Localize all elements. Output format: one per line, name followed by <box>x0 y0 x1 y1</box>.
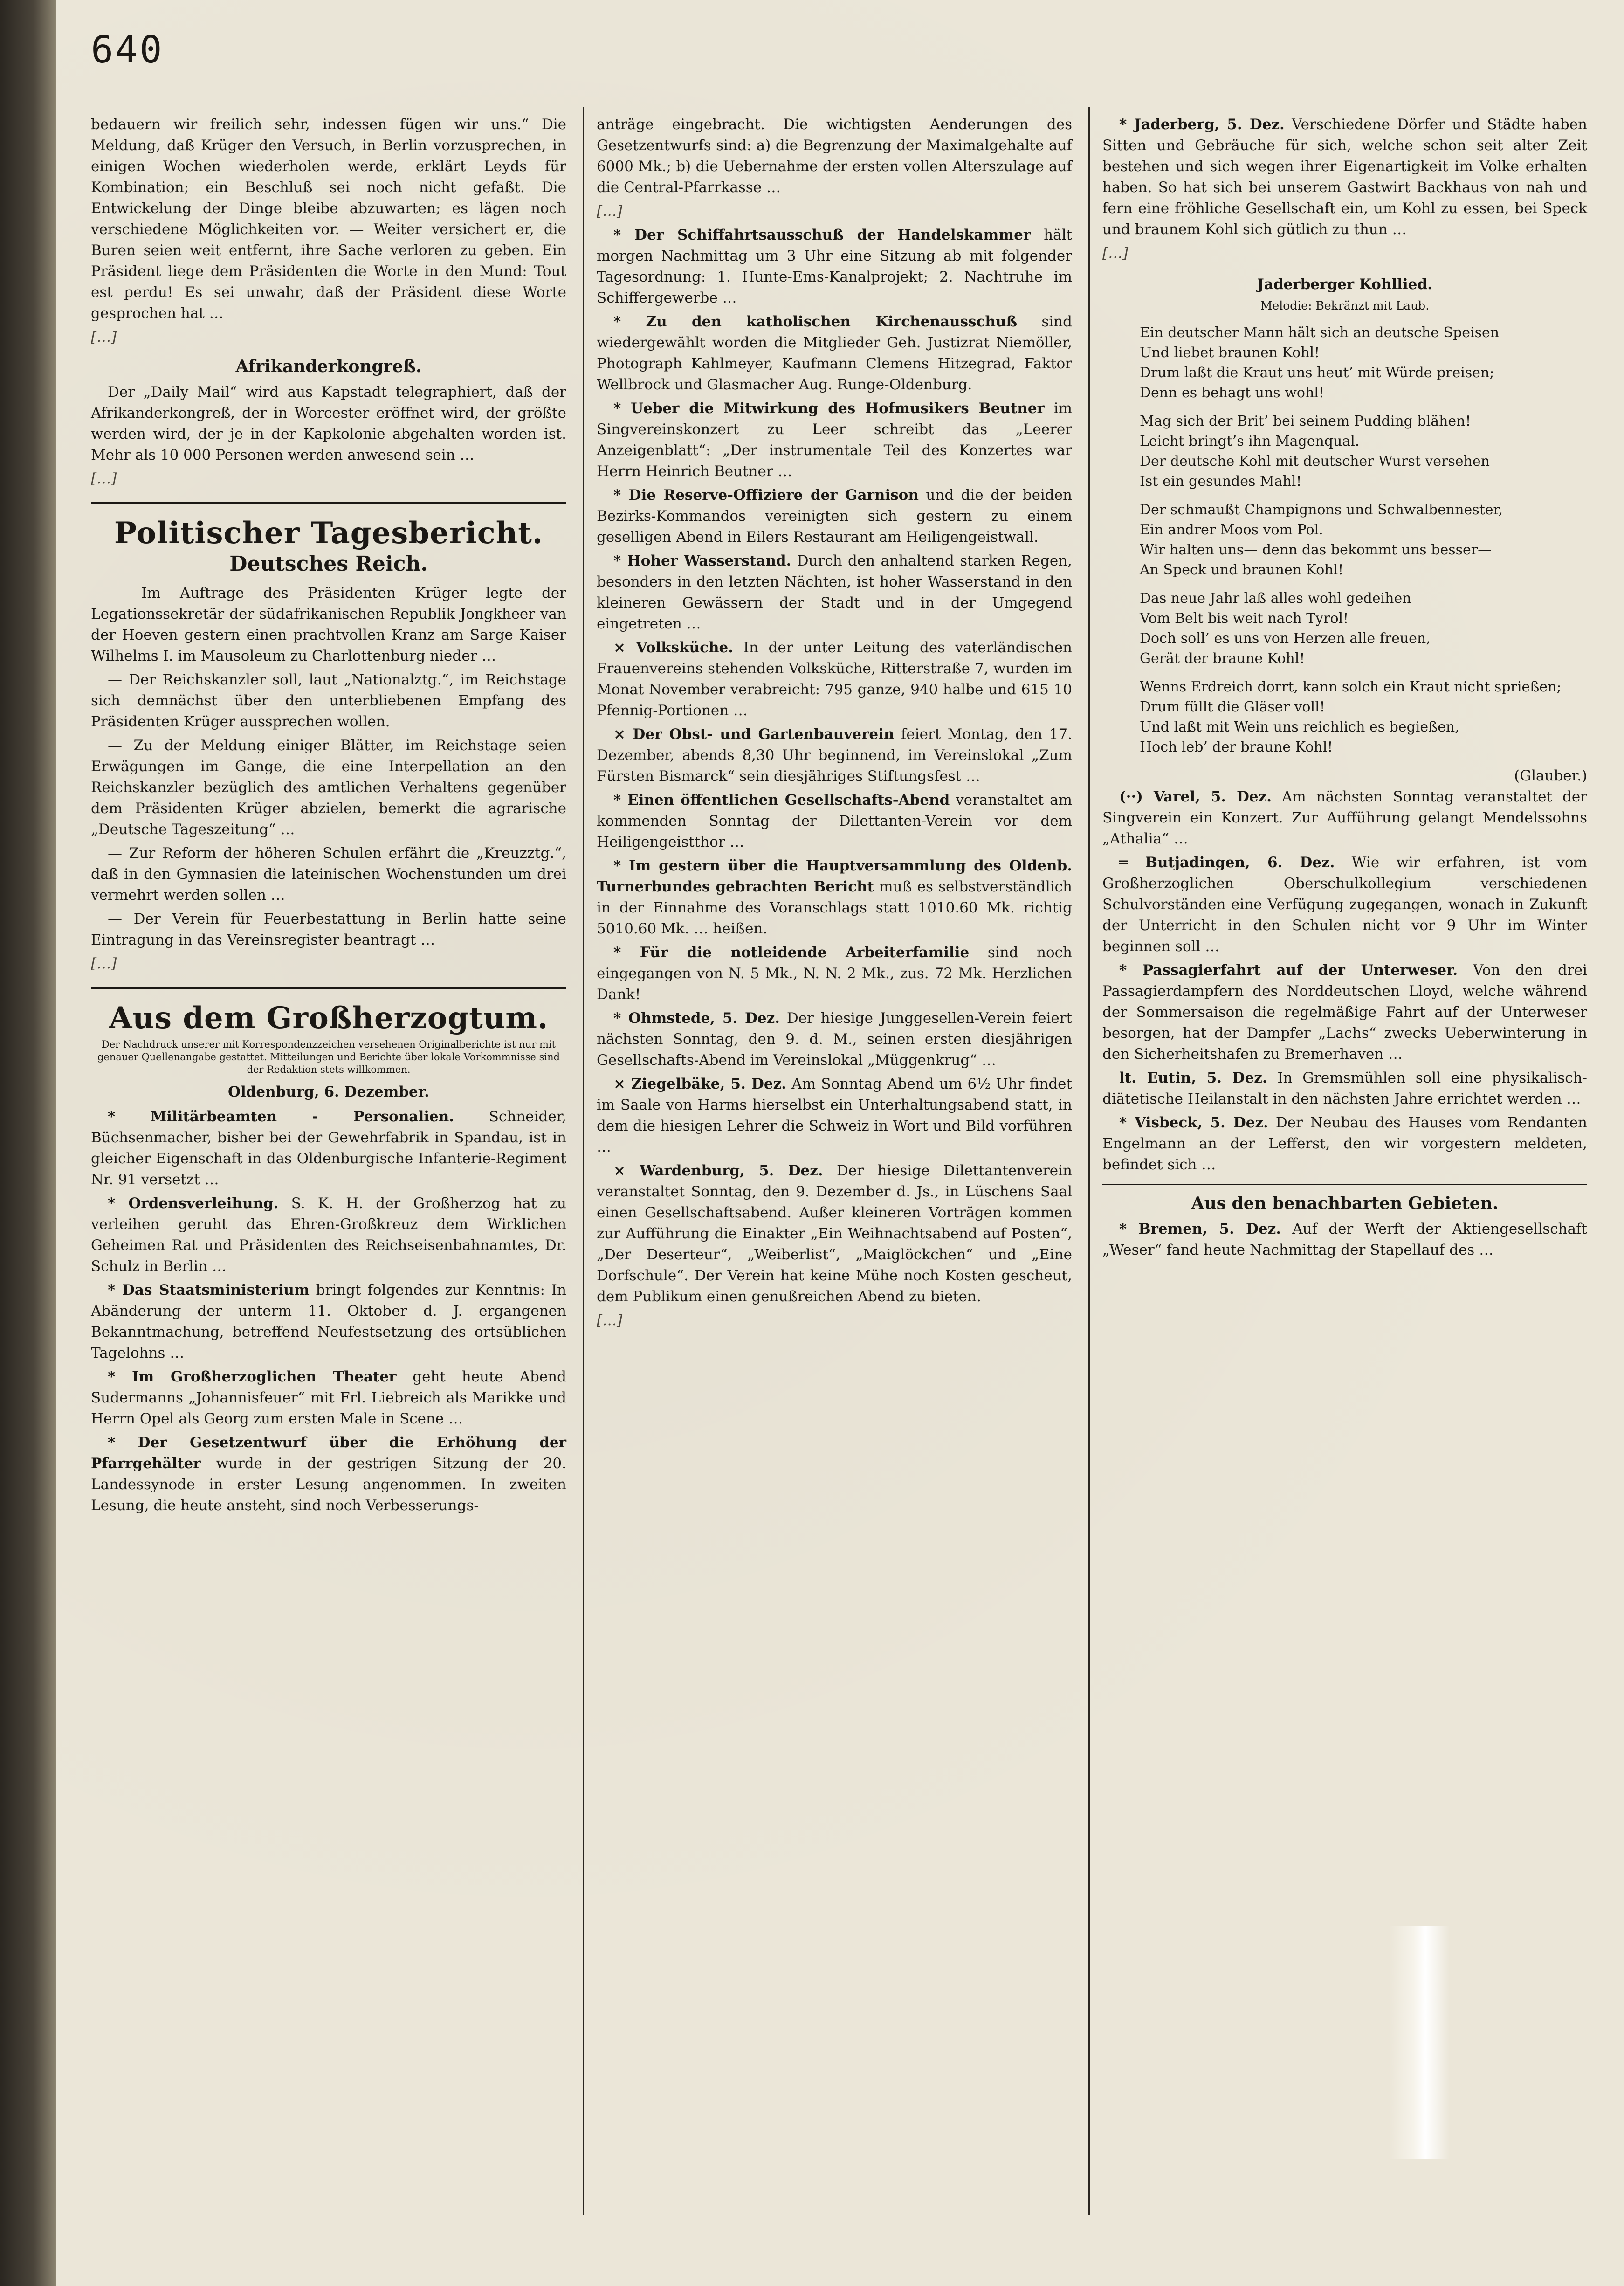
poem-line: Das neue Jahr laß alles wohl gedeihen <box>1140 590 1411 607</box>
paper-tear <box>1389 1926 1450 2159</box>
article-text: — Der Reichskanzler soll, laut „Nationalztg.“, im Reichstage sich demnächst über den unterbliebenen Empfang des Präsidenten Krüger aussprechen wollen. <box>91 671 566 730</box>
continuation-marker: […] <box>597 1312 623 1329</box>
poem-line: An Speck und braunen Kohl! <box>1140 562 1344 578</box>
item-text: In der unter Leitung des vaterländischen Frauenvereins stehenden Volksküche, Ritterstraße 7, wurden im Monat November verabreicht: 795 ganze, 940 halbe und 615 10 Pfennig-Portionen … <box>597 639 1073 719</box>
column-1 <box>91 114 566 1519</box>
item-text: S. K. H. der Großherzog hat zu verleihen geruht das Ehren-Großkreuz dem Wirklichen Geheimen Rat und Präsidenten des Reichseisenbahnamtes, Dr. Schulz in Berlin … <box>91 1195 566 1275</box>
poem-line: Doch soll’ es uns von Herzen alle freuen, <box>1140 630 1431 647</box>
item-kicker: * Das Staatsministerium <box>108 1282 310 1298</box>
item-text: Durch den anhaltend starken Regen, besonders in den letzten Nächten, ist hoher Wasserstand in den kleineren Gewässern der Stadt und in der Umgegend eingetreten … <box>597 553 1073 632</box>
column-3 <box>1102 114 1587 1264</box>
item-kicker: * Jaderberg, 5. Dez. <box>1119 116 1285 133</box>
item-kicker: * Militärbeamten - Personalien. <box>108 1108 454 1125</box>
poem <box>1140 323 1587 757</box>
poem-line: Gerät der braune Kohl! <box>1140 650 1305 667</box>
item-text: im Singvereinskonzert zu Leer schreibt das „Leerer Anzeigenblatt“: „Der instrumentale Teil des Konzertes war Herrn Heinrich Beutner … <box>597 400 1072 480</box>
item-text: Der hiesige Junggesellen-Verein feiert nächsten Sonntag, den 9. d. M., seinen ersten diesjährigen Gesellschafts-Abend im Vereinslokal „Müggenkrug“ … <box>597 1010 1072 1069</box>
item-kicker: * Einen öffentlichen Gesellschafts-Abend <box>613 792 950 808</box>
section-divider <box>91 502 566 504</box>
item-kicker: lt. Eutin, 5. Dez. <box>1119 1070 1267 1086</box>
item-text: hält morgen Nachmittag um 3 Uhr eine Sitzung ab mit folgender Tagesordnung: 1. Hunte-Ems-Kanalprojekt; 2. Nachtruhe im Schiffergewerbe … <box>597 227 1072 306</box>
item-text: Auf der Werft der Aktiengesellschaft „Weser“ fand heute Nachmittag der Stapellauf des … <box>1102 1221 1587 1258</box>
item-text: Wie wir erfahren, ist vom Großherzoglichen Oberschulkollegium verschiedenen Schulvorständen eine Verfügung zugegangen, wonach in Zukunft der Unterricht in den Schulen nicht vor 9 Uhr im Winter beginnen soll … <box>1102 854 1588 955</box>
poem-line: Der deutsche Kohl mit deutscher Wurst versehen <box>1140 453 1490 470</box>
item-kicker: * Im Großherzoglichen Theater <box>108 1368 397 1385</box>
poem-line: Ein andrer Moos vom Pol. <box>1140 522 1323 538</box>
book-binding-edge <box>0 0 56 2286</box>
item-kicker: × Volksküche. <box>613 639 734 656</box>
item-text: feiert Montag, den 17. Dezember, abends 8,30 Uhr beginnend, im Vereinslokal „Zum Fürsten Bismarck“ sein diesjähriges Stiftungsfest … <box>597 726 1072 785</box>
item-kicker: * Der Gesetzentwurf über die Erhöhung der Pfarrgehälter <box>91 1434 566 1472</box>
continuation-marker: […] <box>91 329 117 345</box>
item-kicker: * Hoher Wasserstand. <box>613 553 791 569</box>
item-text: sind wiedergewählt worden die Mitglieder Geh. Justizrat Niemöller, Photograph Kahlmeyer, Kaufmann Clemens Hitzegrad, Faktor Wellbrock und Glasmacher Aug. Runge-Oldenburg. <box>597 313 1072 393</box>
continuation-marker: […] <box>91 470 117 487</box>
item-text: bringt folgendes zur Kenntnis: In Abänderung der unterm 11. Oktober d. J. ergangenen Bekanntmachung, betreffend Neufestsetzung des ortsüblichen Tagelohns … <box>91 1282 566 1361</box>
poem-line: Wir halten uns— denn das bekommt uns besser— <box>1140 542 1492 558</box>
item-text: wurde in der gestrigen Sitzung der 20. Landessynode in erster Lesung angenommen. In zweiten Lesung, die heute ansteht, sind noch Verbesserungs- <box>91 1455 566 1514</box>
item-text: sind noch eingegangen von N. 5 Mk., N. N. 2 Mk., zus. 72 Mk. Herzlichen Dank! <box>597 944 1072 1003</box>
poem-line: Der schmaußt Champignons und Schwalbennester, <box>1140 502 1503 518</box>
item-text: veranstaltet am kommenden Sonntag der Dilettanten-Verein vor dem Heiligengeistthor … <box>597 792 1072 850</box>
item-kicker: * Passagierfahrt auf der Unterweser. <box>1119 962 1458 979</box>
item-text: Am nächsten Sonntag veranstaltet der Singverein ein Konzert. Zur Aufführung gelangt Mendelssohns „Athalia“ … <box>1102 788 1587 847</box>
item-text: Am Sonntag Abend um 6½ Uhr findet im Saale von Harms hierselbst ein Unterhaltungsabend statt, in dem die hiesigen Lehrer die Schweiz in Wort und Bild vorführen … <box>597 1076 1072 1155</box>
poem-line: Ein deutscher Mann hält sich an deutsche Speisen <box>1140 325 1500 341</box>
poem-line: Denn es behagt uns wohl! <box>1140 385 1324 401</box>
continuation-marker: […] <box>91 955 117 972</box>
poem-stanza <box>1140 411 1587 491</box>
article-text: — Im Auftrage des Präsidenten Krüger legte der Legationssekretär der südafrikanischen Republik Jongkheer van der Hoeven gestern einen prachtvollen Kranz am Sarge Kaiser Wilhelms I. im Mausoleum zu Charlottenburg nieder … <box>91 585 566 664</box>
item-kicker: (··) Varel, 5. Dez. <box>1119 788 1272 805</box>
item-kicker: ═ Butjadingen, 6. Dez. <box>1119 854 1335 871</box>
item-kicker: × Wardenburg, 5. Dez. <box>613 1162 823 1179</box>
article-text: — Zur Reform der höheren Schulen erfährt die „Kreuzztg.“, daß in den Gymnasien die lateinischen Wochenstunden um drei vermehrt werden sollen … <box>91 845 566 904</box>
item-text: und die der beiden Bezirks-Kommandos vereinigten sich gestern zu einem geselligen Abend in Eilers Restaurant am Heiligengeistwall. <box>597 487 1072 546</box>
column-rule <box>583 107 584 2215</box>
item-text: Von den drei Passagierdampfern des Norddeutschen Lloyd, welche während der Sommersaison die regelmäßige Fahrt auf der Unterweser besorgen, hat der Dampfer „Lachs“ zwecks Ueberwinterung in den Sicherheitshafen zu Bremerhaven … <box>1102 962 1588 1063</box>
reprint-notice: Der Nachdruck unserer mit Korrespondenzzeichen versehenen Originalberichte ist nur mit genauer Quellenangabe gestattet. Mitteilungen und Berichte über lokale Vorkommnisse sind der Redaktion stets willkommen. <box>97 1039 560 1075</box>
poem-melody: Melodie: Bekränzt mit Laub. <box>1260 299 1430 312</box>
continuation-marker: […] <box>597 203 623 220</box>
section-heading: Aus den benachbarten Gebieten. <box>1191 1194 1499 1213</box>
article-text: — Der Verein für Feuerbestattung in Berlin hatte seine Eintragung in das Vereinsregister beantragt … <box>91 911 566 948</box>
continuation-marker: […] <box>1102 245 1129 262</box>
item-kicker: * Der Schiffahrtsausschuß der Handelskammer <box>613 227 1031 243</box>
article-text: — Zu der Meldung einiger Blätter, im Reichstage seien Erwägungen im Gange, die eine Interpellation an den Reichskanzler bezüglich des amtlichen Verhaltens gegenüber dem Präsidenten Krüger abzielen, bemerkt die agrarische „Deutsche Tageszeitung“ … <box>91 737 566 838</box>
article-text: Der „Daily Mail“ wird aus Kapstadt telegraphiert, daß der Afrikanderkongreß, der in Worcester eröffnet wird, der größte werden wird, der je in der Kapkolonie abgehalten worden ist. Mehr als 10 000 Personen werden anwesend sein … <box>91 384 566 463</box>
item-kicker: * Ohmstede, 5. Dez. <box>613 1010 780 1027</box>
poem-line: Drum füllt die Gläser voll! <box>1140 699 1325 715</box>
item-kicker: * Ordensverleihung. <box>108 1195 279 1212</box>
item-text: Verschiedene Dörfer und Städte haben Sitten und Gebräuche für sich, welche schon seit alter Zeit bestehen und sich wegen ihrer Eigenartigkeit im Volke erhalten haben. So hat sich bei unserem Gastwirt Backhaus von nah und fern eine fröhliche Gesellschaft ein, um Kohl zu essen, bei Speck und braunem Kohl sich gütlich zu thun … <box>1102 116 1588 238</box>
newspaper-sheet <box>56 0 1624 2286</box>
item-kicker: * Im gestern über die Hauptversammlung des Oldenb. Turnerbundes gebrachten Bericht <box>597 857 1072 895</box>
item-kicker: * Ueber die Mitwirkung des Hofmusikers Beutner <box>613 400 1045 417</box>
item-kicker: × Der Obst- und Gartenbauverein <box>613 726 895 743</box>
poem-line: Mag sich der Brit’ bei seinem Pudding blähen! <box>1140 413 1471 429</box>
poem-stanza <box>1140 677 1587 757</box>
article-continuation: bedauern wir freilich sehr, indessen fügen wir uns.“ Die Meldung, daß Krüger den Versuch, in Berlin vorzusprechen, in einigen Wochen wiederholen werde, erklärt Leyds für Kombination; ein Beschluß sei noch nicht gefaßt. Die Entwickelung der Dinge bleibe abzuwarten; es lägen noch verschiedene Möglichkeiten vor. — Weiter versichert er, die Buren seien weit entfernt, ihre Sache verloren zu geben. Ein Präsident liege dem Präsidenten die Worte in den Mund: Tout est perdu! Es sei unwahr, daß der Präsident diese Worte gesprochen hat … <box>91 116 566 322</box>
item-kicker: * Für die notleidende Arbeiterfamilie <box>613 944 970 961</box>
column-rule <box>1088 107 1090 2215</box>
poem-stanza <box>1140 500 1587 580</box>
item-text: muß es selbstverständlich in der Einnahme des Voranschlags statt 1010.60 Mk. richtig 5010.60 Mk. … heißen. <box>597 878 1073 937</box>
section-divider <box>1102 1184 1587 1185</box>
item-text: In Gremsmühlen soll eine physikalisch-diätetische Heilanstalt in den nächsten Jahre errichtet werden … <box>1102 1070 1587 1107</box>
item-text: geht heute Abend Sudermanns „Johannisfeuer“ mit Frl. Liebreich als Marikke und Herrn Opel als Georg zum ersten Male in Scene … <box>91 1368 566 1427</box>
poem-title: Jaderberger Kohllied. <box>1257 276 1432 293</box>
item-kicker: * Visbeck, 5. Dez. <box>1119 1114 1268 1131</box>
section-heading: Politischer Tagesbericht. <box>114 516 544 551</box>
section-heading: Afrikanderkongreß. <box>235 357 422 376</box>
item-text: Der hiesige Dilettantenverein veranstaltet Sonntag, den 9. Dezember d. Js., in Lüschens Saal einen Gesellschaftsabend. Außer kleineren Vorträgen kommen zur Aufführung die Einakter „Ein Weihnachtsabend auf Posten“, „Der Deserteur“, „Weiberlist“, „Maiglöckchen“ und „Eine Dorfschule“. Der Verein hat keine Mühe noch Kosten gescheut, dem Publikum einen genußreichen Abend zu bieten. <box>597 1162 1072 1305</box>
section-heading: Aus dem Großherzogtum. <box>109 1001 549 1036</box>
item-text: Schneider, Büchsenmacher, bisher bei der Gewehrfabrik in Spandau, ist in gleicher Eigenschaft in das Oldenburgische Infanterie-Regiment Nr. 91 versetzt … <box>91 1108 566 1188</box>
poem-line: Hoch leb’ der braune Kohl! <box>1140 739 1333 755</box>
section-divider <box>91 987 566 989</box>
section-subheading: Deutsches Reich. <box>229 552 428 576</box>
poem-line: Vom Belt bis weit nach Tyrol! <box>1140 610 1349 627</box>
page-number: 640 <box>91 28 164 71</box>
poem-line: Drum laßt die Kraut uns heut’ mit Würde preisen; <box>1140 365 1494 381</box>
item-kicker: × Ziegelbäke, 5. Dez. <box>613 1076 787 1092</box>
poem-stanza <box>1140 323 1587 403</box>
dateline: Oldenburg, 6. Dezember. <box>227 1084 430 1100</box>
poem-line: Ist ein gesundes Mahl! <box>1140 473 1302 490</box>
poem-line: Wenns Erdreich dorrt, kann solch ein Kraut nicht sprießen; <box>1140 679 1562 695</box>
poem-stanza <box>1140 588 1587 669</box>
poem-credit: (Glauber.) <box>1514 767 1587 784</box>
item-kicker: * Bremen, 5. Dez. <box>1119 1221 1281 1237</box>
poem-line: Leicht bringt’s ihn Magenqual. <box>1140 433 1360 449</box>
item-kicker: * Zu den katholischen Kirchenausschuß <box>613 313 1017 330</box>
poem-line: Und laßt mit Wein uns reichlich es begießen, <box>1140 719 1459 735</box>
column-2 <box>597 114 1072 1334</box>
item-text: Der Neubau des Hauses vom Rendanten Engelmann an der Lefferst, den wir vorgestern meldeten, befindet sich … <box>1102 1114 1587 1173</box>
article-continuation: anträge eingebracht. Die wichtigsten Aenderungen des Gesetzentwurfs sind: a) die Begrenzung der Maximalgehalte auf 6000 Mk.; b) die Uebernahme der ersten vollen Alterszulage auf die Central-Pfarrkasse … <box>597 116 1072 196</box>
poem-line: Und liebet braunen Kohl! <box>1140 345 1320 361</box>
item-kicker: * Die Reserve-Offiziere der Garnison <box>613 487 919 504</box>
